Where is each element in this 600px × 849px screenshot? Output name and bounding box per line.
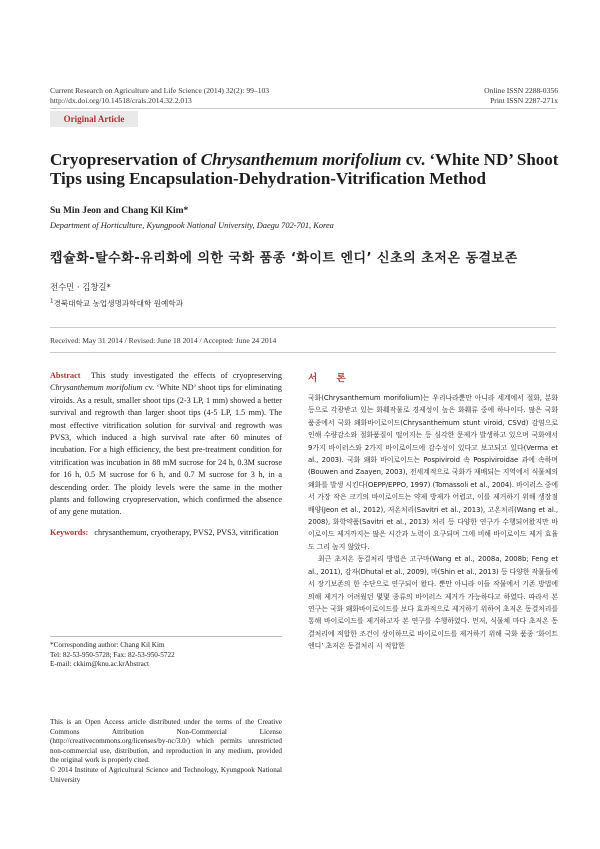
journal-reference: Current Research on Agriculture and Life Science (2014) 32(2): 99–103 (50, 86, 270, 95)
title-part-1: Cryopreservation of (50, 150, 201, 169)
print-issn: Print ISSN 2287-271x (490, 96, 558, 105)
received-dates: Received: May 31 2014 / Revised: June 18 2014 / Accepted: June 24 2014 (50, 336, 277, 345)
contact-email[interactable]: E-mail: ckkim@knu.ac.krAbstract (50, 660, 150, 669)
korean-affiliation-text: 경북대학교 농업생명과학대학 원예학과 (53, 299, 184, 308)
introduction-heading: 서 론 (308, 373, 354, 384)
journal-citation (50, 86, 269, 106)
korean-affiliation (50, 298, 183, 309)
authors: Su Min Jeon and Chang Kil Kim* (50, 206, 189, 216)
correspondence (50, 641, 282, 670)
received-bottom-rule (50, 352, 556, 353)
article-type-badge: Original Article (50, 111, 138, 127)
footnote-rule (50, 636, 282, 637)
keywords (50, 527, 282, 539)
issn-block (484, 86, 558, 106)
keywords-text: chrysanthemum, cryotherapy, PVS2, PVS3, vitrification (94, 527, 279, 537)
received-top-rule (50, 327, 556, 328)
copyright-text: © 2014 Institute of Agricultural Science and Technology, Kyungpook National University (50, 765, 282, 784)
article-title (50, 150, 560, 188)
license-text: This is an Open Access article distributed under the terms of the Creative Commons Attribution Non-Commercial License (http://creativecommons.org/licenses/by-nc/3.0/) which permits unrestricted non-commercial use, distribution, and reproduction in any medium, provided the original work is properly cited. (50, 718, 282, 765)
abstract-body (50, 370, 282, 519)
introduction-section (308, 370, 558, 653)
keywords-label: Keywords: (50, 527, 89, 537)
header-rule (50, 108, 556, 109)
abstract-section (50, 370, 282, 539)
license-notice (50, 718, 282, 785)
online-issn: Online ISSN 2288-0356 (484, 86, 558, 95)
affiliation: Department of Horticulture, Kyungpook National University, Daegu 702-701, Korea (50, 221, 334, 230)
abstract-species: Chrysanthemum morifolium (50, 383, 143, 393)
korean-title: 캡슐화-탈수화-유리화에 의한 국화 품종 ‘화이트 엔디’ 신초의 초저온 동결보존 (50, 251, 518, 266)
intro-paragraph-1: 국화(Chrysanthemum morifolium)는 우리나라뿐만 아니라 세계에서 절화, 분화 등으로 각광받고 있는 화훼작물로 경제성이 높은 화훼류 중에 하나이다. 많은 국화 품종에서 국화 왜화바이로이드(Chrysanthemum stunt viroid, CSVd) 감염으로인해 수량감소와 절화품질이 떨어지는 등 심각한 문제가 발생하고 있으며 국화에서 9가지 바이러스와 2가지 바이로이드에 감수성이 있다고 보고되고 있다(Verma et al., 2003). 국화 왜화 바이로이드는 Pospiviroid 속 Pospiviroidae 과에 속하며(Bouwen and Zaayen, 2003), 전세계적으로 국화가 재배되는 지역에서 식물체의 왜화를 발생 시킨다(OEPP/EPPO, 1997) (Tomassoli et al., 2004). 바이러스 중에서 가장 작은 크기의 바이로이드는 약제 방제가 어렵고, 이를 제거하기 위해 생장점 배양(Jeon et al., 2012), 저온처리(Savitri et al., 2013), 고온처리(Wang et al., 2008), 화학약품(Savitri et al., 2013) 처리 등 다양한 연구가 수행되어왔지만 바이로이드 제거까지는 많은 시간과 노력이 요구되며 그에 비해 바이로이드 제거 효율도 그리 높지 않았다. (308, 394, 558, 551)
contact-phone: Tel: 82-53-950-5728; Fax: 82-53-950-5722 (50, 650, 175, 659)
abstract-text-a: This study investigated the effects of cryopreserving (90, 371, 282, 380)
intro-paragraph-2: 최근 초저온 동결처리 방법은 고구마(Wang et al., 2008a, 2008b; Feng et al., 2011), 감자(Dhutal et al., 2009), 마(Shin et al., 2013) 등 다양한 작물들에서 장기보존의 한 수단으로 연구되어 왔다. 뿐만 아니라 이들 작물에서 기존 방법에 의해 제거가 어려웠던 몇몇 종류의 바이러스 제거가 가능하다고 하였다. 따라서 본 연구는 국화 왜화바이로이드를 보다 효과적으로 제거하기 위하여 초저온 동결처리를 통해 바이로이드를 제거하고자 본 연구를 수행하였다. 먼저, 식물체 마다 초저온 동결처리에 적합한 조건이 상이하므로 바이로이드를 제거하기 위해 국화 품종 ‘화이트 엔디’ 초저온 동결처리 시 적합한 (308, 555, 558, 651)
affiliation-mark: 1 (50, 298, 54, 305)
abstract-label: Abstract (50, 371, 81, 380)
abstract-text-b: cv. ‘White ND’ shoot tips for eliminating viroids. As a result, smaller shoot tips (2-3 LP, 1 mm) showed a better survival and regrowth than larger shoot tips (4-5 LP, 1.5 mm). The most effective vitrification solution for survival and regrowth was PVS3, which induced a high survival rate after 60 minutes of incubation. For a high efficiency, the best pre-treatment condition for vitrification was incubation in 88 mM sucrose for 24 h, 0.3M sucrose for 16 h, 0.5 M sucrose for 6 h, and 0.7 M sucrose for 3 h, in a descending order. The ploidy levels were the same in the mother plants and following cryopreservation, which confirmed the absence of any gene mutation. (50, 383, 283, 517)
corresponding-author: *Corresponding author: Chang Kil Kim (50, 641, 165, 649)
korean-authors: 전수민 · 김창길* (50, 282, 111, 292)
title-species: Chrysanthemum morifolium (200, 150, 402, 169)
title-part-2: cv. ‘White ND’ Shoot Tips using Encapsulation-Dehydration-Vitrification Method (50, 150, 559, 188)
doi-link[interactable]: http://dx.doi.org/10.14518/crals.2014.32.2.013 (50, 96, 192, 105)
